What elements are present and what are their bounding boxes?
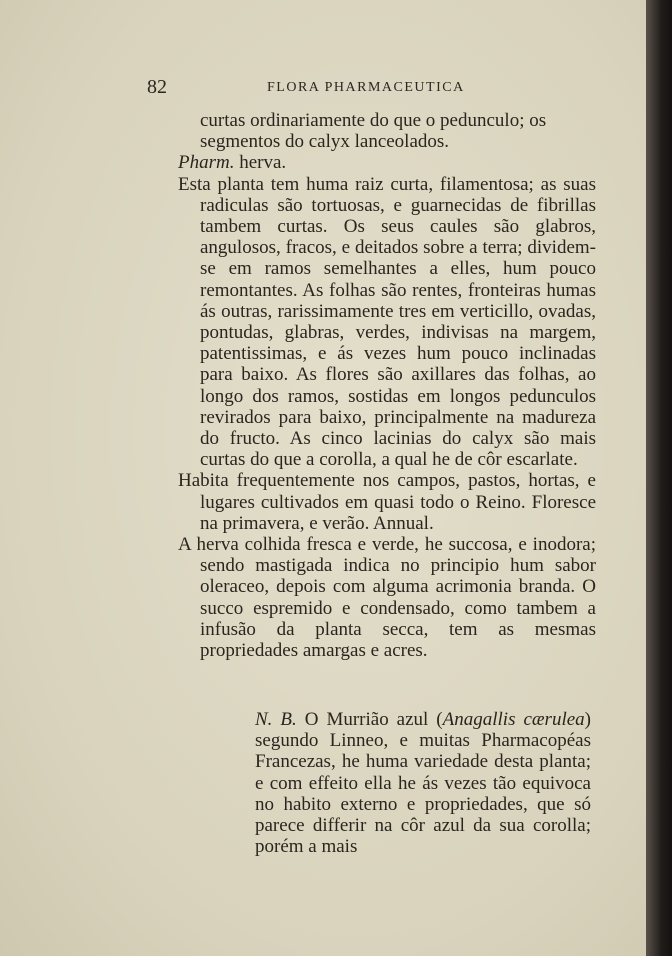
note-paragraph xyxy=(255,709,591,857)
page-header xyxy=(147,76,587,100)
species-name: Anagallis cærulea xyxy=(442,709,585,730)
description-paragraph: Esta planta tem huma raiz curta, filamentosa; as suas radiculas são tortuosas, e guarnecidas de fibrillas tambem curtas. Os seus caules são glabros, angulosos, fracos, e deitados sobre a terra; dividem-se em ramos semelhantes a elles, hum pouco remontantes. As folhas são rentes, fronteiras humas ás outras, rarissimamente tres em verticillo, ovadas, pontudas, glabras, verdes, indivisas na margem, patentissimas, e ás vezes hum pouco inclinadas para baixo. As flores são axillares das folhas, ao longo dos ramos, sostidas em longos pedunculos revirados para baixo, principalmente na madureza do fructo. As cinco lacinias do calyx são mais curtas do que a corolla, a qual he de côr escarlate. xyxy=(178,173,596,471)
note-text-b: ) segundo Linneo, e muitas Pharmacopéas Francezas, he huma variedade desta planta; e com effeito ella he ás vezes tão equivoca no habito externo e propriedades, que só parece differir na côr azul da sua corolla; porém a mais xyxy=(255,709,591,858)
continued-line-1: curtas ordinariamente do que o pedunculo; os xyxy=(200,110,547,131)
main-text xyxy=(178,110,596,661)
nota-bene xyxy=(255,709,591,857)
pharm-label: Pharm. xyxy=(178,152,235,174)
pharm-line xyxy=(178,152,596,173)
properties-paragraph: A herva colhida fresca e verde, he succosa, e inodora; sendo mastigada indica no principio hum sabor oleraceo, depois com alguma acrimonia branda. O succo espremido e condensado, como tambem a infusão da planta secca, tem as mesmas propriedades amargas e acres. xyxy=(178,534,596,662)
book-gutter xyxy=(646,0,672,956)
continued-line-2: segmentos do calyx lanceolados. xyxy=(200,131,450,153)
page-number: 82 xyxy=(147,76,167,98)
nb-label: N. B. xyxy=(255,709,297,730)
habitat-paragraph: Habita frequentemente nos campos, pastos, hortas, e lugares cultivados em quasi todo o Reino. Floresce na primavera, e verão. Annual. xyxy=(178,470,596,534)
note-text-a: O Murrião azul ( xyxy=(296,709,443,730)
running-title: FLORA PHARMACEUTICA xyxy=(267,80,465,95)
pharm-text: herva. xyxy=(234,152,287,174)
